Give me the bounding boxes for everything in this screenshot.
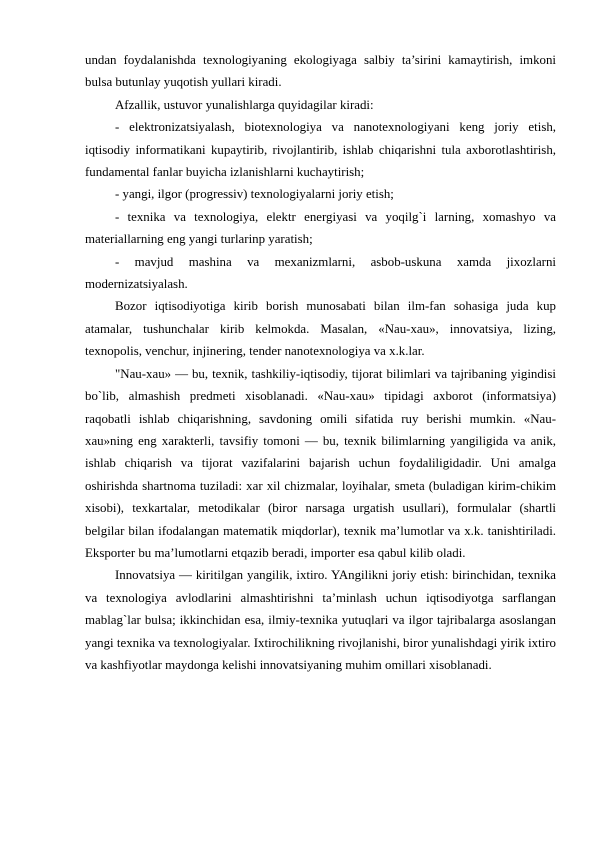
- list-item-modernization: - mavjud mashina va mexanizmlarni, asbob-uskuna xamda jixozlarni modernizatsiyalash.: [85, 254, 556, 292]
- list-item-new-technologies: - yangi, ilgor (progressiv) texnologiyalarni joriy etish;: [115, 187, 394, 202]
- paragraph-market-terms: Bozor iqtisodiyotiga kirib borish munosabati bilan ilm-fan sohasiga juda kup atamalar, tushunchalar kirib kelmokda. Masalan, «Nau-xau», innovatsiya, lizing, texnopolis, venchur, injinering, tender nanotexnologiya va x.k.lar.: [85, 299, 556, 359]
- document-page: [85, 49, 556, 676]
- list-item-new-materials: - texnika va texnologiya, elektr energiyasi va yoqilg`i larning, xomashyo va materiallarning eng yangi turlarinp yaratish;: [85, 209, 556, 247]
- paragraph-innovation: Innovatsiya — kiritilgan yangilik, ixtiro. YAngilikni joriy etish: birinchidan, texnika va texnologiya avlodlarini almashtirishni ta’minlash uchun iqtisodiyotga sarflangan mablag`lar bulsa; ikkinchidan esa, ilmiy-texnika yutuqlari va ilgor tajribalarga asoslangan yangi texnika va texnologiyalar. Ixtirochilikning rivojlanishi, biror yunalishdagi yirik ixtiro va kashfiyotlar maydonga kelishi innovatsiyaning muhim omillari xisoblanadi.: [85, 568, 556, 672]
- paragraph-priorities-intro: Afzallik, ustuvor yunalishlarga quyidagilar kiradi:: [115, 97, 374, 112]
- paragraph-continuation: undan foydalanishda texnologiyaning ekologiyaga salbiy ta’sirini kamaytirish, imkoni bulsa butunlay yuqotish yullari kiradi.: [85, 53, 556, 90]
- list-item-electronization: - elektronizatsiyalash, biotexnologiya va nanotexnologiyani keng joriy etish, iqtisodiy informatikani kupaytirib, rivojlantirib, ishlab chiqarishni tula axborotlashtirish, fundamental fanlar buyicha izlanishlarni kuchaytirish;: [85, 120, 556, 180]
- paragraph-know-how: "Nau-xau» — bu, texnik, tashkiliy-iqtisodiy, tijorat bilimlari va tajribaning yigindisi bo`lib, almashish predmeti xisoblanadi. «Nau-xau» tipidagi axborot (informatsiya) raqobatli ishlab chiqarishning, savdoning omili sifatida ruy berishi mumkin. «Nau-xau»ning eng xarakterli, tavsifiy tomoni — bu, texnik bilimlarning yangiligida va anik, ishlab chiqarish va tijorat vazifalarini bajarish uchun foydaliligidadir. Uni amalga oshirishda shartnoma tuziladi: xar xil chizmalar, loyihalar, smeta (buladigan kirim-chikim xisobi), texkartalar, metodikalar (biror narsaga urgatish usullari), formulalar (shartli belgilar bilan ifodalangan matematik miqdorlar), texnik ma’lumotlar va x.k. tanishtiriladi. Eksporter bu ma’lumotlarni etqazib beradi, importer esa qabul kilib oladi.: [85, 366, 556, 560]
